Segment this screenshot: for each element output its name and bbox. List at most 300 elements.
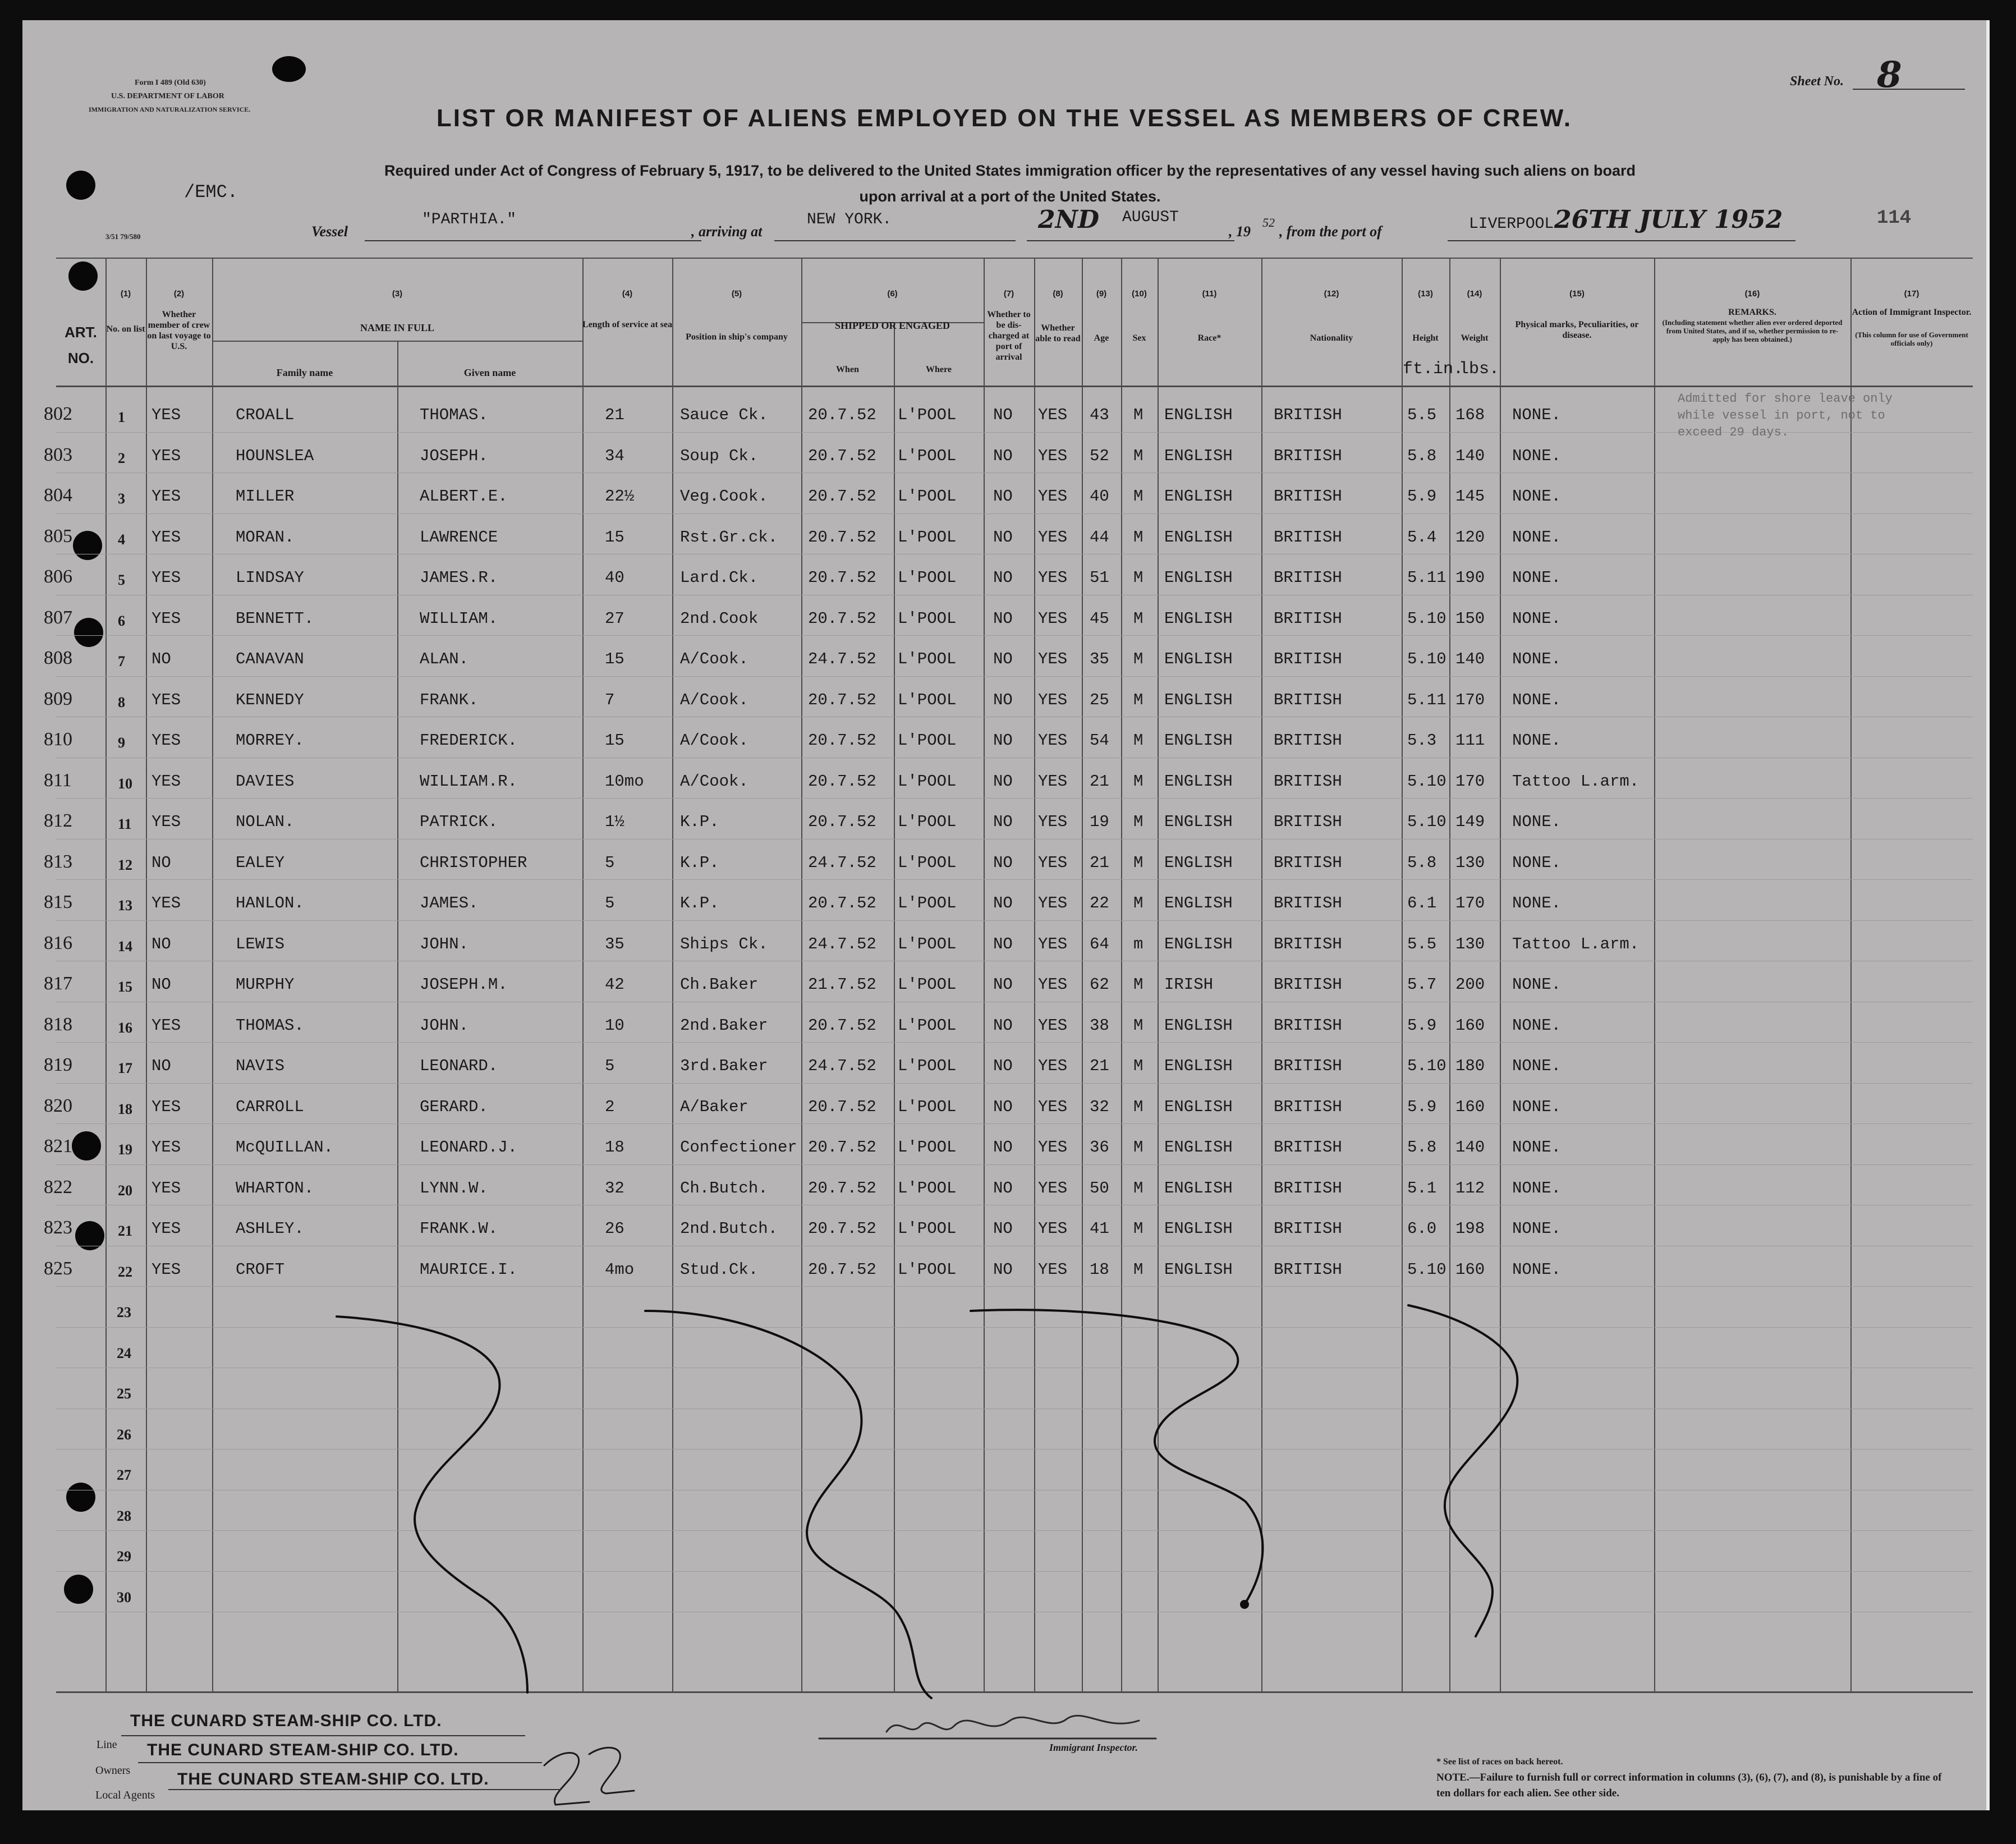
row-art-number: 817 [44,973,72,994]
page-stamp: 114 [1877,208,1912,229]
row-race: ENGLISH [1164,934,1233,953]
row-shipped-where: L'POOL [898,894,957,912]
row-able-to-read: YES [1038,894,1068,912]
row-age: 64 [1090,934,1109,953]
row-physical-marks: Tattoo L.arm. [1512,772,1640,791]
row-position: A/Cook. [680,772,748,791]
row-able-to-read: YES [1038,527,1068,547]
row-list-number: 7 [118,653,125,669]
row-prior-voyage: YES [151,690,181,709]
row-able-to-read: YES [1038,1219,1068,1238]
row-nationality: BRITISH [1274,406,1342,424]
header-race: Race* [1197,333,1221,343]
header-given-name: Given name [463,367,516,378]
row-family-name: NAVIS [236,1057,285,1075]
row-position: A/Baker [680,1097,748,1116]
row-position: 2nd.Butch. [680,1219,778,1238]
row-height: 5.7 [1407,975,1437,994]
row-given-name: CHRISTOPHER [420,853,527,872]
row-shipped-where: L'POOL [898,650,957,668]
owners-company: THE CUNARD STEAM-SHIP CO. LTD. [147,1741,459,1759]
row-weight: 170 [1455,690,1485,709]
row-given-name: JOSEPH. [420,446,488,465]
row-rule [56,1530,1973,1531]
row-rule [56,676,1973,677]
row-weight: 140 [1455,650,1485,668]
subtitle-line-1: Required under Act of Congress of February 5, 1917, to be delivered to the United States immigration officer by the representatives of any vessel having such aliens on board [384,162,1636,179]
row-age: 19 [1090,813,1109,831]
row-prior-voyage: YES [151,813,181,831]
row-list-number: 13 [118,897,132,914]
row-prior-voyage: YES [151,446,181,465]
row-age: 41 [1090,1219,1109,1238]
row-shipped-where: L'POOL [898,446,957,465]
row-nationality: BRITISH [1274,1260,1342,1279]
arriving-label: , arriving at [691,223,763,240]
from-port: LIVERPOOL. [1469,215,1564,233]
row-family-name: McQUILLAN. [236,1138,334,1157]
row-position: Rst.Gr.ck. [680,527,778,547]
row-position: A/Cook. [680,650,748,668]
row-given-name: JOHN. [420,1016,469,1035]
row-service: 27 [605,609,624,628]
header-length-service: Length of service at sea [582,320,672,329]
row-discharge: NO [993,1138,1013,1157]
row-race: ENGLISH [1164,772,1233,791]
row-race: ENGLISH [1164,690,1233,709]
row-list-number: 11 [118,816,132,832]
row-height: 5.8 [1407,1138,1437,1157]
row-prior-voyage: YES [151,894,181,912]
col-number: (14) [1467,289,1482,299]
row-nationality: BRITISH [1274,1097,1342,1116]
row-list-number: 12 [118,856,132,873]
department: U.S. DEPARTMENT OF LABOR [111,92,224,100]
row-discharge: NO [993,609,1013,628]
row-able-to-read: YES [1038,406,1068,424]
row-family-name: CROALL [236,406,295,424]
row-shipped-where: L'POOL [898,813,957,831]
footer-note [1436,1754,1953,1801]
row-age: 51 [1090,568,1109,587]
header-art-no: ART. NO. [65,324,97,366]
row-height: 5.11 [1407,690,1446,709]
row-service: 18 [605,1138,624,1157]
row-able-to-read: YES [1038,813,1068,831]
year-suffix: 52 [1262,215,1275,230]
row-nationality: BRITISH [1274,1178,1342,1198]
row-position: Sauce Ck. [680,406,768,424]
row-position: K.P. [680,813,719,831]
row-able-to-read: YES [1038,1097,1068,1116]
row-physical-marks: NONE. [1512,568,1562,587]
row-physical-marks: NONE. [1512,690,1562,709]
empty-row-number: 23 [117,1304,131,1320]
row-prior-voyage: YES [151,1219,181,1238]
row-discharge: NO [993,487,1013,506]
row-sex: M [1133,609,1144,628]
row-position: K.P. [680,853,719,872]
row-height: 5.9 [1407,487,1437,506]
row-given-name: LEONARD. [420,1057,498,1075]
row-race: ENGLISH [1164,894,1233,912]
row-nationality: BRITISH [1274,446,1342,465]
row-height: 5.10 [1407,813,1446,831]
row-physical-marks: NONE. [1512,1178,1562,1198]
row-age: 35 [1090,650,1109,668]
row-discharge: NO [993,853,1013,872]
row-prior-voyage: YES [151,1260,181,1279]
col-number: (1) [120,289,131,299]
row-list-number: 16 [118,1019,132,1036]
row-service: 10mo [605,772,644,791]
row-age: 36 [1090,1138,1109,1157]
name-subheader-border [212,341,582,342]
row-able-to-read: YES [1038,1178,1068,1198]
row-weight: 145 [1455,487,1485,506]
row-discharge: NO [993,1178,1013,1198]
row-physical-marks: NONE. [1512,731,1562,750]
row-weight: 198 [1455,1219,1485,1238]
row-family-name: CARROLL [236,1097,304,1116]
row-list-number: 9 [118,735,125,751]
sheet-underline [1853,89,1965,90]
row-service: 1½ [605,813,624,831]
empty-row-number: 30 [117,1589,131,1606]
header-discharged: Whether to be dis-charged at port of arrival [987,310,1031,362]
col-number: (13) [1418,289,1433,299]
row-weight: 160 [1455,1097,1485,1116]
col-number: (9) [1096,289,1107,299]
header-family-name: Family name [276,367,333,378]
row-able-to-read: YES [1038,487,1068,506]
row-position: 3rd.Baker [680,1057,768,1075]
row-discharge: NO [993,527,1013,547]
row-list-number: 21 [118,1223,132,1239]
row-given-name: JOHN. [420,934,469,953]
row-list-number: 3 [118,490,125,507]
row-age: 21 [1090,853,1109,872]
header-able-to-read: Whether able to read [1035,323,1081,343]
row-art-number: 813 [44,851,72,872]
header-no-on-list: No. on list [106,324,145,334]
row-shipped-where: L'POOL [898,934,957,953]
row-age: 45 [1090,609,1109,628]
row-shipped-where: L'POOL [898,690,957,709]
row-service: 34 [605,446,624,465]
row-shipped-where: L'POOL [898,487,957,506]
row-able-to-read: YES [1038,1016,1068,1035]
table-header-border [56,386,1973,387]
row-able-to-read: YES [1038,446,1068,465]
table-bottom-border [56,1691,1973,1693]
empty-row-number: 25 [117,1386,131,1402]
header-remarks-note: (Including statement whether alien ever ordered deported from United States, and if so, whether permission to re-apply has been obtained.) [1662,318,1843,343]
row-rule [56,798,1973,799]
row-service: 32 [605,1178,624,1198]
row-shipped-where: L'POOL [898,406,957,424]
row-shipped-where: L'POOL [898,975,957,994]
row-shipped-where: L'POOL [898,1178,957,1198]
row-shipped-when: 20.7.52 [808,894,876,912]
row-physical-marks: NONE. [1512,1097,1562,1116]
row-position: 2nd.Cook [680,609,759,628]
col-number: (4) [622,289,633,299]
sheet-number: 8 [1877,54,1902,96]
row-rule [56,839,1973,840]
col-number: (16) [1744,289,1760,299]
row-physical-marks: NONE. [1512,527,1562,547]
row-physical-marks: NONE. [1512,1138,1562,1157]
agents-underline [168,1789,561,1790]
row-nationality: BRITISH [1274,690,1342,709]
row-weight: 130 [1455,853,1485,872]
row-weight: 200 [1455,975,1485,994]
row-weight: 160 [1455,1016,1485,1035]
empty-row-number: 26 [117,1426,131,1443]
row-shipped-when: 20.7.52 [808,1178,876,1198]
row-position: 2nd.Baker [680,1016,768,1035]
arrival-day: 2ND [1038,205,1099,234]
row-sex: M [1133,894,1144,912]
row-discharge: NO [993,446,1013,465]
row-art-number: 804 [44,485,72,506]
row-shipped-where: L'POOL [898,1057,957,1075]
row-nationality: BRITISH [1274,1016,1342,1035]
header-action-note: (This column for use of Government officials only) [1855,331,1968,347]
row-nationality: BRITISH [1274,731,1342,750]
agents-label: Local Agents [95,1789,155,1801]
row-given-name: MAURICE.I. [420,1260,518,1279]
row-physical-marks: NONE. [1512,487,1562,506]
row-list-number: 18 [118,1100,132,1117]
row-physical-marks: NONE. [1512,894,1562,912]
row-service: 15 [605,527,624,547]
row-height: 5.8 [1407,853,1437,872]
col-number: (11) [1202,289,1217,299]
row-discharge: NO [993,1016,1013,1035]
inspector-label: Immigrant Inspector. [1049,1742,1138,1753]
row-family-name: HOUNSLEA [236,446,314,465]
row-service: 35 [605,934,624,953]
row-family-name: MILLER [236,487,295,506]
row-position: Stud.Ck. [680,1260,759,1279]
row-discharge: NO [993,772,1013,791]
row-position: K.P. [680,894,719,912]
row-age: 44 [1090,527,1109,547]
vessel-name: "PARTHIA." [422,211,517,228]
row-art-number: 818 [44,1013,72,1035]
row-height: 6.0 [1407,1219,1437,1238]
row-race: ENGLISH [1164,813,1233,831]
row-race: ENGLISH [1164,1260,1233,1279]
row-physical-marks: NONE. [1512,1016,1562,1035]
row-height: 5.10 [1407,1057,1446,1075]
header-age: Age [1094,333,1109,343]
row-race: ENGLISH [1164,1057,1233,1075]
row-discharge: NO [993,731,1013,750]
file-reference: 3/51 79/580 [105,232,141,241]
line-label: Line [97,1739,117,1751]
row-prior-voyage: YES [151,527,181,547]
row-race: ENGLISH [1164,1016,1233,1035]
row-shipped-where: L'POOL [898,1016,957,1035]
row-discharge: NO [993,406,1013,424]
crew-table [44,258,1973,1691]
row-sex: M [1133,1178,1144,1198]
header-when: When [836,365,859,374]
row-sex: m [1133,934,1144,953]
row-art-number: 810 [44,729,72,750]
header-sex: Sex [1132,333,1146,343]
row-physical-marks: NONE. [1512,975,1562,994]
row-service: 2 [605,1097,615,1116]
row-nationality: BRITISH [1274,609,1342,628]
row-able-to-read: YES [1038,690,1068,709]
col-number: (17) [1904,289,1919,299]
row-family-name: MURPHY [236,975,295,994]
agents-company: THE CUNARD STEAM-SHIP CO. LTD. [177,1770,489,1788]
row-list-number: 15 [118,979,132,995]
document-subtitle [269,158,1751,209]
row-race: IRISH [1164,975,1214,994]
row-rule [56,1286,1973,1287]
row-art-number: 819 [44,1054,72,1075]
row-able-to-read: YES [1038,853,1068,872]
header-action: Action of Immigrant Inspector. [1852,308,1972,317]
row-height: 5.9 [1407,1097,1437,1116]
row-family-name: THOMAS. [236,1016,304,1035]
row-age: 38 [1090,1016,1109,1035]
row-sex: M [1133,853,1144,872]
row-service: 10 [605,1016,624,1035]
row-family-name: MORAN. [236,527,295,547]
row-shipped-where: L'POOL [898,1138,957,1157]
row-weight: 112 [1455,1178,1485,1198]
row-art-number: 825 [44,1258,72,1279]
row-weight: 180 [1455,1057,1485,1075]
row-shipped-when: 20.7.52 [808,1260,876,1279]
row-sex: M [1133,1057,1144,1075]
row-age: 43 [1090,406,1109,424]
row-sex: M [1133,772,1144,791]
row-race: ENGLISH [1164,446,1233,465]
row-weight: 140 [1455,446,1485,465]
row-sex: M [1133,650,1144,668]
row-shipped-when: 20.7.52 [808,609,876,628]
line-underline [121,1735,525,1736]
header-position: Position in ship's company [686,332,788,342]
row-list-number: 17 [118,1060,132,1076]
row-able-to-read: YES [1038,934,1068,953]
row-prior-voyage: YES [151,487,181,506]
row-race: ENGLISH [1164,853,1233,872]
row-able-to-read: YES [1038,1138,1068,1157]
row-shipped-when: 20.7.52 [808,406,876,424]
row-nationality: BRITISH [1274,1219,1342,1238]
row-height: 5.10 [1407,609,1446,628]
row-height: 5.4 [1407,527,1437,547]
row-given-name: LYNN.W. [420,1178,488,1198]
owners-label: Owners [95,1764,131,1777]
row-prior-voyage: YES [151,731,181,750]
empty-row-number: 28 [117,1507,131,1524]
from-port-label: , from the port of [1279,223,1382,240]
row-height: 5.1 [1407,1178,1437,1198]
weight-unit: lbs. [1459,360,1500,379]
row-discharge: NO [993,568,1013,587]
row-rule [56,1571,1973,1572]
row-able-to-read: YES [1038,975,1068,994]
row-given-name: WILLIAM. [420,609,498,628]
row-shipped-when: 20.7.52 [808,731,876,750]
row-race: ENGLISH [1164,1178,1233,1198]
row-shipped-where: L'POOL [898,772,957,791]
arrival-month: AUGUST [1122,209,1179,226]
row-art-number: 808 [44,648,72,668]
form-number: Form I 489 (Old 630) [135,79,206,87]
col-number: (10) [1132,289,1147,299]
row-race: ENGLISH [1164,1219,1233,1238]
row-position: Lard.Ck. [680,568,759,587]
row-family-name: KENNEDY [236,690,304,709]
row-given-name: GERARD. [420,1097,488,1116]
row-shipped-when: 20.7.52 [808,446,876,465]
manifest-sheet [22,20,1990,1810]
row-shipped-when: 20.7.52 [808,1138,876,1157]
row-discharge: NO [993,1097,1013,1116]
row-rule [56,1164,1973,1165]
row-height: 5.5 [1407,934,1437,953]
row-sex: M [1133,731,1144,750]
row-sex: M [1133,406,1144,424]
row-prior-voyage: NO [151,650,171,668]
row-physical-marks: NONE. [1512,446,1562,465]
col-number: (12) [1324,289,1339,299]
row-discharge: NO [993,813,1013,831]
footer-note-fine: NOTE.—Failure to furnish full or correct information in columns (3), (6), (7), and (8), is punishable by a fine of ten dollars for each alien. See other side. [1436,1772,1942,1799]
row-age: 40 [1090,487,1109,506]
row-prior-voyage: NO [151,853,171,872]
row-given-name: LEONARD.J. [420,1138,518,1157]
row-family-name: NOLAN. [236,813,295,831]
row-shipped-when: 20.7.52 [808,813,876,831]
row-age: 32 [1090,1097,1109,1116]
row-art-number: 803 [44,444,72,465]
row-age: 21 [1090,772,1109,791]
row-sex: M [1133,1016,1144,1035]
row-race: ENGLISH [1164,406,1233,424]
row-given-name: LAWRENCE [420,527,498,547]
row-art-number: 822 [44,1176,72,1198]
header-height: Height [1412,333,1439,343]
row-rule [56,1083,1973,1084]
row-weight: 170 [1455,894,1485,912]
col-divider [397,341,398,1691]
row-shipped-when: 24.7.52 [808,934,876,953]
row-nationality: BRITISH [1274,568,1342,587]
row-race: ENGLISH [1164,487,1233,506]
row-family-name: WHARTON. [236,1178,314,1198]
row-weight: 140 [1455,1138,1485,1157]
row-prior-voyage: YES [151,1016,181,1035]
row-family-name: LEWIS [236,934,285,953]
row-able-to-read: YES [1038,772,1068,791]
col-number: (3) [392,289,403,299]
row-age: 54 [1090,731,1109,750]
row-prior-voyage: YES [151,772,181,791]
row-given-name: ALAN. [420,650,469,668]
